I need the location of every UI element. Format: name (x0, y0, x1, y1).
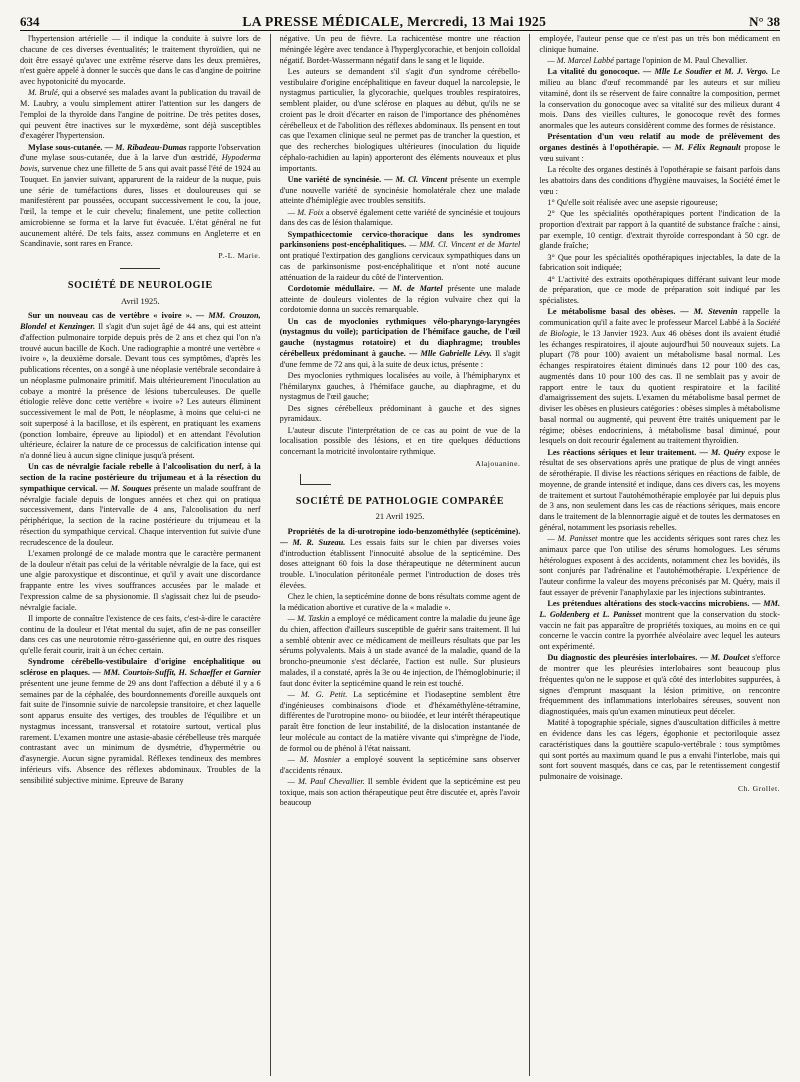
paragraph: — M. Marcel Labbé partage l'opinion de M. Paul Chevallier. (547, 56, 748, 65)
divider (120, 268, 160, 269)
column-1 (20, 34, 261, 1076)
paragraph: 3° Que pour les spécialités opothérapiques injectables, la date de la fabrication soit indiquée; (539, 252, 780, 273)
signature: P.-L. Marie. (218, 251, 261, 260)
paragraph: — M. Panisset montre que les accidents sériques sont rares chez les animaux parce que l'on utilise des sérums homologues. Les sérums hétérologues exposent à des accidents, notamment chez les bovidés, ils sont conjurés par l'adrénaline et l'autohémothérapie. L'expérience de l'auteur confirme la valeur des moyens préconisés par M. Quéry, mais il faut essayer de prévenir l'anaphylaxie par les injections subintrantes. (539, 534, 780, 597)
section-title: SOCIÉTÉ DE NEUROLOGIE (67, 279, 213, 291)
page-header (20, 4, 780, 31)
paragraph: — M. Taskin a employé ce médicament contre la maladie du jeune âge du chien, affection d'ailleurs susceptible de guérir sans traitement. Il lui a semblé obtenir avec ce médicament de meilleurs résultats que par les sérums polyvalents. Mais à un stade avancé de la maladie, quand de la broncho-pneumonie s'est déclarée, l'action est nulle. Sur plusieurs malades, il a constaté, après la 3e ou 4e injection, de l'hémoglobinurie; il faut donc éviter la septicémine quand le rein est touché. (279, 614, 521, 688)
paragraph: Sympathicectomie cervico-thoracique dans les syndromes parkinsoniens post-encéphalitiques. — MM. Cl. Vincent et de Martel ont pratiqué l'extirpation des ganglions cervicaux sympathiques dans un cas de parkinsonisme post-encéphalitique et n'ont noté aucune atténuation de la raideur du côté de l'intervention. (279, 229, 521, 282)
paragraph: Du diagnostic des pleurésies interlobaires. — M. Doulcet s'efforce de montrer que les pleurésies interlobaires sont beaucoup plus fréquentes qu'on ne le suppose et qu'à côté des interlobites suppurées, à signes d'emprunt masquant la lésion primitive, on rencontre fréquemment des inflammations interlobaires séreuses, souvent non diagnostiquées, mais qu'un examen minutieux peut déceler. (539, 653, 780, 716)
paragraph: Des signes cérébelleux prédominant à gauche et des signes pyramidaux. (279, 403, 521, 424)
divider (300, 474, 331, 485)
paragraph: Mylase sous-cutanée. — M. Ribadeau-Dumas rapporte l'observation d'une mylase sous-cutanée, due à la larve d'un œstridé, Hypoderma bovis, survenue chez une fillette de 5 ans qui avait passé l'été de 1924 au Touquet. En janvier suivant, apparurent de la raideur de la nuque, puis une série de tuméfactions dures, lisses et douloureuses qui se manifestèrent par poussées, occupant successivement le cou, la joue, l'œil, la tempe et le cuir chevelu; finalement, une petite collection amicrobienne se forma et la larve fut évacuée. L'état général ne fut aucunement altéré. De tels faits, assez communs en Angleterre et en Scandinavie, sont rares en France. (20, 142, 261, 249)
paragraph: 1° Qu'elle soit réalisée avec une asepsie rigoureuse; (547, 197, 718, 207)
publication-title: LA PRESSE MÉDICALE, Mercredi, 13 Mai 1925 (242, 14, 547, 29)
paragraph: Chez le chien, la septicémine donne de bons résultats comme agent de la médication abortive et curative de la « maladie ». (279, 592, 521, 612)
paragraph: Des myoclonies rythmiques localisées au voile, à l'hémipharynx et l'hémilarynx gauches, à l'hémiface gauche, au diaphragme, et du nystagmus de l'œil gauche; (279, 370, 521, 402)
signature: Alajouanine. (475, 458, 521, 468)
paragraph: La vitalité du gonocoque. — Mlle Le Soudier et M. J. Vergo. Le milieu au blanc d'œuf recommandé par les auteurs et sur milieu vitaminé, dont ils se réservent de faire connaître la composition, permet la conservation du gonocoque avec sa vitalité sur des milieux durant 4 mois. Dans des vieilles cultures, le gonocoque revêt des formes anormales que les auteurs considèrent comme des formes de résistance. (539, 67, 780, 130)
page-number: 634 (20, 14, 40, 29)
paragraph: — M. Mosnier a employé souvent la septicémine sans observer d'accidents rénaux. (279, 754, 521, 775)
paragraph: l'hypertension artérielle — il indique la conduite à suivre lors de chacune de ces diverses éventualités; le traitement thyroïdien, qui ne doit être essayé qu'avec une extrême réserve dans les deux premières, n'est guère appelé à donner le succès que dans le cas d'angine de poitrine avec hypotonicité du myocarde. (20, 34, 261, 86)
paragraph: 4° L'activité des extraits opothérapiques différant suivant leur mode de préparation, que ce mode de préparation soit indiqué par les spécialistes. (539, 274, 780, 305)
paragraph: Le métabolisme basal des obèses. — M. Stevenin rappelle la communication qu'il a faite avec le professeur Marcel Labbé à la Société de Biologie, le 13 Janvier 1923. Aux 46 obèses dont ils avaient étudié les échanges respiratoires, il ajoute aujourd'hui 50 nouveaux sujets. La plupart (78 pour 100) avaient un métabolisme basal normal. Les échanges respiratoires étaient diminués dans 12 pour 100 des cas, augmentés dans 10 pour 100 des cas. Il ne semblait pas y avoir de rapport entre le taux du quotient respiratoire et la facilité d'amaigrissement des sujets. L'examen du métabolisme basal permet de diviser les obèses en plusieurs catégories : obèses simples à métabolisme basal normal ou augmenté, qui peuvent être traités uniquement par le régime; obèses endocriniens, à métabolisme basal diminué, pour lesquels on doit recourir également au traitement thyroïdien. (539, 307, 780, 446)
paragraph: Syndrome cérébello-vestibulaire d'origine encéphalitique ou sclérose en plaques. — MM. Courtois-Suffit, H. Schaeffer et Garnier présentent une jeune femme de 29 ans dont l'affection a débuté il y a 6 semaines par de la céphalée, des bourdonnements d'oreille auxquels ont fait suite de l'insomnie suivie de narcolepsie transitoire, et chez laquelle sont apparus ensuite des vertiges, des troubles de l'équilibre et un nystagmus incessant, transversal et rotatoire surtout, vertical plus rarement. L'examen montre une astasie-abasie cérébelleuse très marquée contrastant avec un minimum de dysmétrie, d'hypermétrie ou d'asynergie. Aucun signe pyramidal. Réflexes tendineux des membres inférieurs vifs. Absence des réflexes abdominaux. Troubles de la sensibilité subjective minime. Epreuve de Barany (20, 657, 261, 785)
paragraph: M. Brulé, qui a observé ses malades avant la publication du travail de M. Laubry, a voulu simplement attirer l'attention sur les dangers de l'emploi de la thyroïde dans l'angine de poitrine. De très petites doses, qui peuvent être inactives sur le myxœdème, sont déjà susceptibles d'exagérer l'hypertension. (20, 88, 261, 141)
paragraph: — M. G. Petit. La septicémine et l'iodaseptine semblent être d'ingénieuses combinaisons d'iode et d'héxaméthylène-tétramine, différentes de l'urotropine mono- ou biiodée, et leur intérêt thérapeutique paraît être fonction de leur instabilité, de la dislocation instantanée de leur molécule au contact de la matière vivante qui s'imprègne de l'iode, de formol ou de phénol à l'état naissant. (279, 689, 521, 753)
column-3 (539, 34, 780, 1076)
column-divider (270, 34, 271, 1076)
paragraph: employée, l'auteur pense que ce n'est pas un très bon médicament en clinique humaine. (539, 34, 780, 54)
column-divider (529, 34, 530, 1076)
column-2 (280, 34, 521, 1076)
paragraph: L'auteur discute l'interprétation de ce cas au point de vue de la localisation possible des lésions, et en tire quelques déductions concernant la motricité involontaire rythmique. (279, 425, 521, 456)
paragraph: Un cas de névralgie faciale rebelle à l'alcoolisation du nerf, à la section de la racine postérieure du trijumeau et à la résection du sympathique cervical. — M. Souques présente un malade souffrant de névralgie faciale depuis de longues années et chez qui on pratiqua successivement, dans l'intervalle de 4 ans, l'alcoolisation du nerf périphérique, la section de la racine postérieure du trijumeau et la résection du sympathique cervical. Chaque intervention fut suivie d'une recrudescence de la douleur. (20, 462, 261, 547)
issue-number: N° 38 (749, 14, 780, 29)
section-title: SOCIÉTÉ DE PATHOLOGIE COMPARÉE (295, 495, 505, 507)
paragraph: Une variété de syncinésie. — M. Cl. Vincent présente un exemple d'une nouvelle variété de syncinésie homolatérale chez une malade atteinte d'hémiplégie avec troubles sensitifs. (279, 174, 521, 206)
signature: Ch. Grollet. (737, 783, 780, 793)
paragraph: Il importe de connaître l'existence de ces faits, c'est-à-dire le caractère continu de la douleur et l'état mental du sujet, afin de ne pas conseiller dans ces cas une neurotomie rétro-gassérienne qui, en outre des risques qu'elle ferait courir, irait à un échec certain. (20, 613, 261, 655)
paragraph: Propriétés de la di-urotropine iodo-benzométhylée (septicémine). — M. R. Suzeau. Les essais faits sur le chien par diverses voies d'introduction établissent l'innocuité absolue de la septicémine. Des doses atteignant 60 fois la dose thérapeutique ne déterminent aucun trouble. L'inoculation péritonéale permet l'introduction de doses très élevées. (279, 527, 521, 590)
paragraph: Les réactions sériques et leur traitement. — M. Quéry expose le résultat de ses observations après une pratique de plus de vingt années de sérothérapie. Il divise les réactions sériques en réactions de faible, de moyenne, de grande intensité et indique, dans ces divers cas, les moyens de traitement et surtout l'autohémothérapie employée par lui depuis plus de 3 ans, non seulement dans les cas de réactions sériques, mais encore dans le traitement de la blennorragie aiguë et de toutes les dermatoses en général, notamment les psoriasis rebelles. (539, 447, 780, 532)
paragraph: Présentation d'un vœu relatif au mode de prélèvement des organes destinés à l'opothérapie. — M. Félix Regnault propose le vœu suivant : (539, 132, 780, 163)
paragraph: — M. Paul Chevallier. Il semble évident que la septicémine est peu toxique, mais son action thérapeutique peut être discutée et, après l'avoir beaucoup (279, 776, 521, 808)
paragraph: La récolte des organes destinés à l'opothérapie se faisant parfois dans les abattoirs dans des conditions d'hygiène mauvaises, la Société émet le vœu : (539, 165, 780, 196)
paragraph: 2° Que les spécialités opothérapiques portent l'indication de la proportion d'extrait par rapport à la quantité de substance fraîche : ainsi, par exemple, 10 centigr. d'extrait thyroïde correspondant à 50 cgr. de glande fraîche; (539, 209, 780, 251)
section-date: Avril 1925. (121, 295, 160, 306)
columns (20, 31, 780, 1076)
paragraph: Un cas de myoclonies rythmiques vélo-pharyngo-laryngées (nystagmus du voile); participation de l'hémiface gauche, de l'œil gauche (nystagmus rotatoire) et du diaphragme; troubles cérébelleux prédominant à gauche. — Mlle Gabrielle Lévy. Il s'agit d'une femme de 72 ans qui, à la suite de deux ictus, présente : (279, 316, 521, 369)
paragraph: — M. Foix a observé également cette variété de syncinésie et toujours dans des cas de lésion thalamique. (279, 207, 521, 228)
paragraph: L'examen prolongé de ce malade montra que le caractère permanent de la douleur n'était pas celui de la véritable névralgie de la face, qui est une algie paroxystique et discontinue, et qu'il y avait une discordance frappante entre les vives souffrances accusées par le malade et l'expression calme de sa physionomie. Il s'agissait chez lui de pseudo-névralgie faciale. (20, 548, 261, 612)
section-date: 21 Avril 1925. (375, 511, 425, 522)
paragraph: Les auteurs se demandent s'il s'agit d'un syndrome cérébello-vestibulaire d'origine encéphalitique en faveur duquel la narcolepsie, le nystagmus particulier, la glycorachie, quelques troubles respiratoires, semblent plaider, ou d'une sclérose en plaques au début, qu'ils ne se croient pas le droit d'écarter en raison de l'importance des phénomènes cérébelleux et de l'abolition des réflexes abdominaux. Ils pensent en tout cas que l'examen clinique seul ne permet pas de trancher la question, et que des recherches biologiques ultérieures (inoculation du liquide céphalo-rachidien au lapin) apporteront des éléments nouveaux et plus importants. (279, 66, 521, 173)
paragraph: Sur un nouveau cas de vertèbre « ivoire ». — MM. Crouzon, Blondel et Kenzinger. Il s'agit d'un sujet âgé de 44 ans, qui est atteint d'affection pulmonaire torpide depuis près de 2 ans et chez qui l'on n'a trouvé aucun bacille de Koch. Une radiographie a montré une vertèbre « ivoire », la deuxième dorsale. Devant tous ces symptômes, d'après les publications récentes, on a songé à une néoplasie vertébrale secondaire à un néoplasme pulmonaire primitif. Mais ultérieurement l'inoculation au cobaye a montré la présence de lésions tuberculeuses. De quelle étiologie relève donc cette vertèbre « ivoire »? Les auteurs éliminent successivement le mal de Pott, le néoplasme, à moins que celui-ci ne soit superposé à la bacillose, et ils espèrent, en pratiquant les examens (ponction lombaire, épreuve au lipiodol) et en attendant l'évolution ultérieure, éclairer la nature de ce processus de calcification intense qui n'a donné lieu à aucun signe clinique jusqu'à présent. (20, 311, 261, 460)
paragraph: Les prétendues altérations des stock-vaccins microbiens. — MM. L. Goldenberg et L. Panisset montrent que la conservation du stock-vaccin ne fait pas apparaître de propriétés toxiques, au moins en ce qui concerne le vaccin contre la pyorrhée alvéolaire avec lequel les auteurs ont expérimenté. (539, 599, 780, 651)
paragraph: négative. Un peu de fièvre. La rachicentèse montre une réaction méningée légère avec tendance à l'hyperglycorachie, et benjoin colloïdal négatif. Bordet-Wassermann négatif dans le sang et le liquide. (279, 34, 521, 65)
paragraph: Cordotomie médullaire. — M. de Martel présente une malade atteinte de douleurs violentes de la région vulvaire chez qui la cordotomie donna un succès remarquable. (279, 283, 521, 315)
paragraph: Matité à topographie spéciale, signes d'auscultation difficiles à mettre en évidence dans les cas légers, égophonie et pectoriloquie assez caractéristiques dans la gouttière scapulo-vertébrale : tous symptômes qui sont portés au maximum quand le pus a envahi l'interlobe, mais qui sont fort souvent masqués, dans ce cas, par le retentissement congestif pulmonaire de voisinage. (539, 718, 780, 781)
